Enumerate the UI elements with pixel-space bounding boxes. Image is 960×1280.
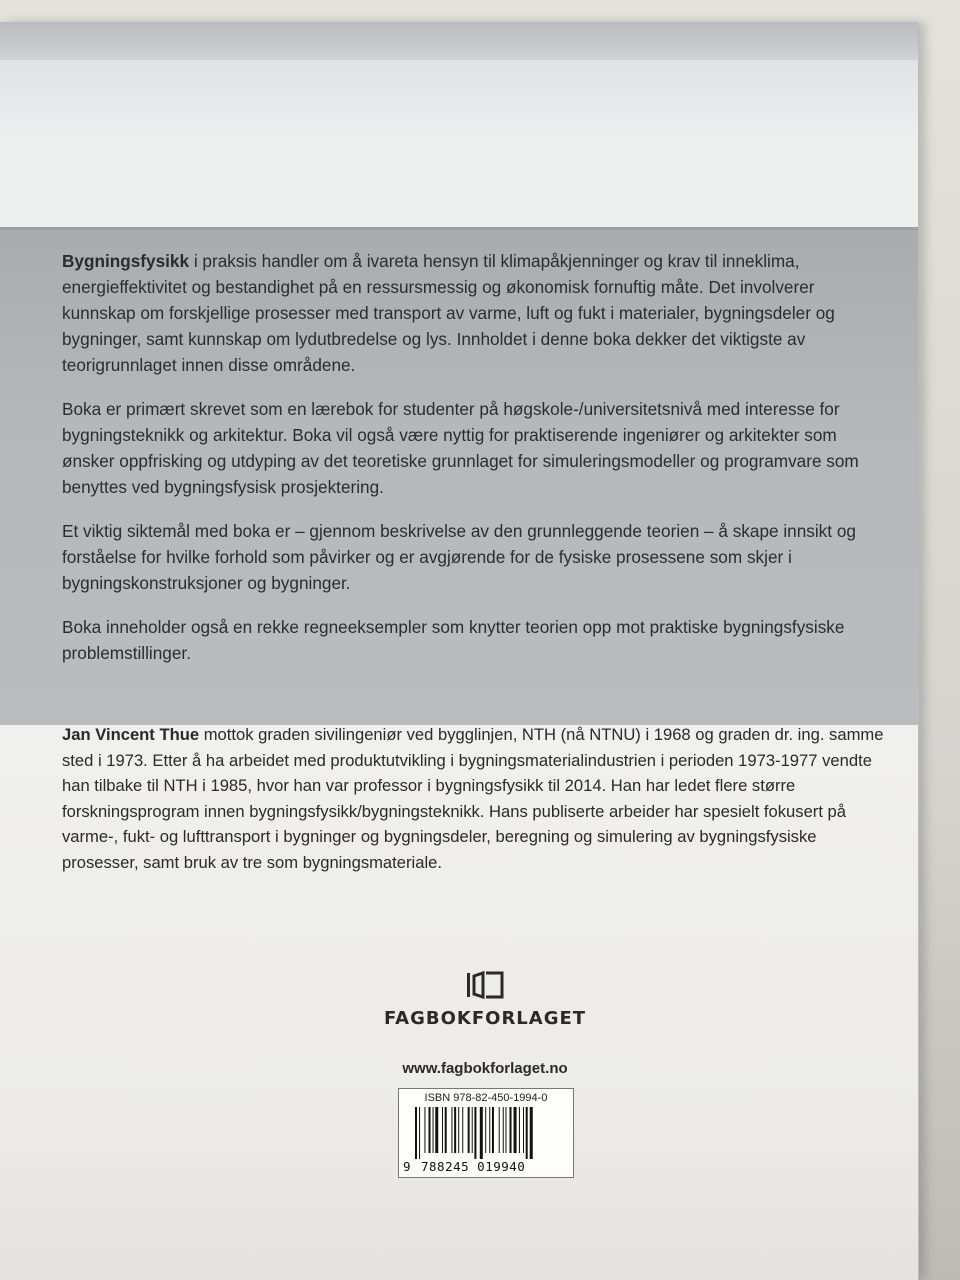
blurb-paragraph-1 (62, 248, 882, 378)
blurb-paragraph-2: Boka er primært skrevet som en lærebok for studenter på høgskole-/universitetsnivå med interesse for bygningsteknikk og arkitektur. Boka vil også være nyttig for praktiserende ingeniører og arkitekter som ønsker oppfrisking og utdyping av det teoretiske grunnlaget for simuleringsmodeller og programvare som benyttes ved bygningsfysisk prosjektering. (62, 399, 859, 497)
barcode-bar (458, 1107, 459, 1153)
barcode-bar (433, 1107, 434, 1153)
barcode-bar (451, 1107, 452, 1153)
barcode-bar (480, 1107, 483, 1159)
barcode-bar (489, 1107, 490, 1153)
barcode-bars (405, 1107, 567, 1159)
barcode-bar (445, 1107, 447, 1153)
barcode-bar (429, 1107, 431, 1153)
barcode-bar (415, 1107, 417, 1159)
barcode-bar (485, 1107, 486, 1153)
barcode-bar (503, 1107, 504, 1153)
barcode-bar (530, 1107, 533, 1159)
barcode-bar (472, 1107, 473, 1153)
barcode-bar (492, 1107, 494, 1153)
barcode-bar (514, 1107, 517, 1153)
barcode-bar (474, 1107, 476, 1159)
barcode-bar (468, 1107, 470, 1153)
isbn-number: ISBN 978-82-450-1994-0 (424, 1092, 548, 1104)
author-name: Jan Vincent Thue (62, 725, 200, 744)
blurb-text (62, 248, 882, 684)
publisher-url: www.fagbokforlaget.no (402, 1060, 568, 1077)
barcode-bar (519, 1107, 520, 1153)
blurb-paragraph-4: Boka inneholder også en rekke regneeksempler som knytter teorien opp mot praktiske bygningsfysiske problemstillinger. (62, 617, 845, 663)
blurb-paragraph-3: Et viktig siktemål med boka er – gjennom beskrivelse av den grunnleggende teorien – å skape innsikt og forståelse for hvilke forhold som påvirker og er avgjørende for de fysiske prosessene som skjer i bygningskonstruksjoner og bygninger. (62, 521, 856, 593)
barcode-bar (505, 1107, 506, 1153)
author-bio (62, 722, 892, 875)
cover-top-band (0, 22, 918, 60)
barcode-bar (435, 1107, 438, 1153)
author-paragraph (62, 722, 892, 875)
barcode-digit-string: 788245 019940 (421, 1159, 526, 1174)
author-bio-text: mottok graden sivilingeniør ved bygglinjen, NTH (nå NTNU) i 1968 og graden dr. ing. samme sted i 1973. Etter å ha arbeidet med produktutvikling i bygningsmaterialindustrien i perioden 1973-1977 vendte han tilbake til NTH i 1985, hvor han var professor i bygningsfysikk til 2014. Han har ledet flere større forskningsprogram innen bygningsfysikk/bygningsteknikk. Hans publiserte arbeider har spesielt fokusert på varme-, fukt- og lufttransport i bygninger og bygningsdeler, beregning og simulering av bygningsfysiske prosesser, samt bruk av tre som bygningsmateriale. (62, 725, 884, 872)
publisher-name: FAGBOKFORLAGET (383, 1008, 587, 1029)
barcode-bar (462, 1107, 463, 1153)
barcode-lead-digit: 9 (403, 1159, 412, 1174)
barcode-bar (499, 1107, 500, 1153)
book-logo-icon (465, 970, 505, 1000)
barcode-bar (523, 1107, 524, 1153)
blurb-paragraph-1-text: i praksis handler om å ivareta hensyn til klimapåkjenninger og krav til inneklima, energieffektivitet og bestandighet på en ressursmessig og økonomisk fornuftig måte. Det involverer kunnskap om forskjellige prosesser med transport av varme, luft og fukt i materialer, bygningsdeler og bygninger, samt kunnskap om lydutbredelse og lys. Innholdet i denne boka dekker det viktigste av teorigrunnlaget innen disse områdene. (62, 251, 835, 375)
barcode-bar (454, 1107, 456, 1153)
book-title-inline: Bygningsfysikk (62, 251, 190, 271)
publisher-block (380, 970, 590, 1029)
barcode-bar (419, 1107, 420, 1159)
barcode-bar (442, 1107, 443, 1153)
barcode-bar (526, 1107, 528, 1159)
barcode-bar (424, 1107, 425, 1153)
isbn-barcode (398, 1088, 574, 1178)
barcode-bar (510, 1107, 512, 1153)
